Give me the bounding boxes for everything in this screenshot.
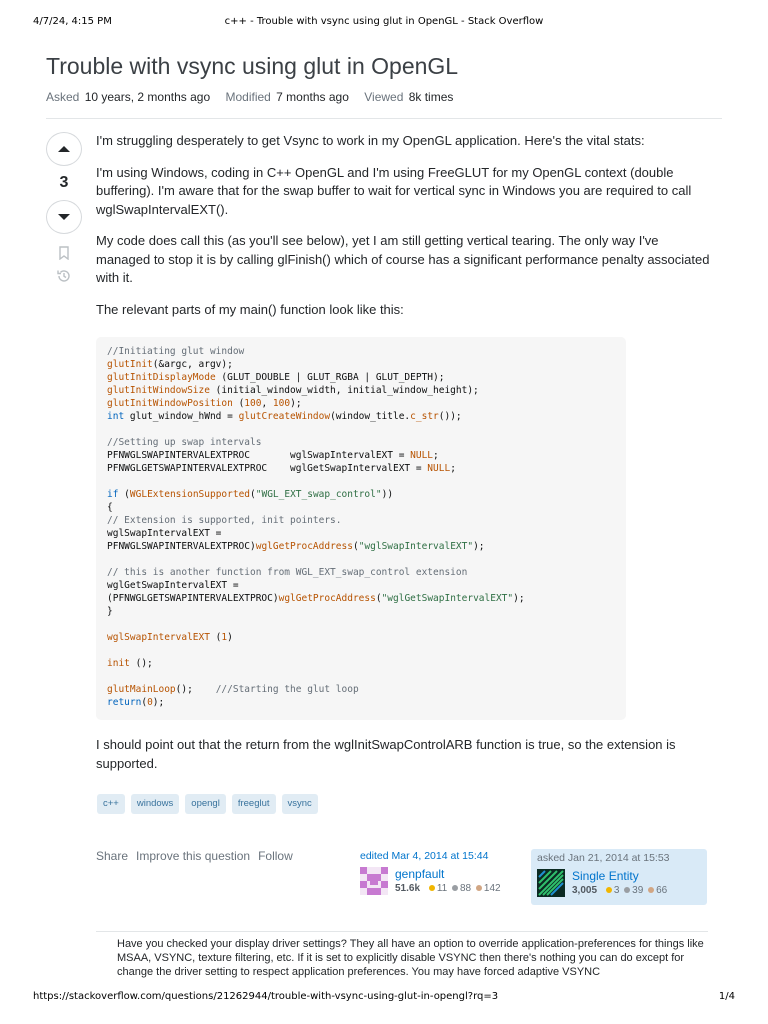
code-token: (: [250, 489, 256, 500]
tag-list: [97, 794, 318, 814]
gold-count: 11: [436, 883, 448, 894]
code-line: [107, 475, 615, 488]
avatar[interactable]: [360, 867, 388, 895]
viewed-value: 8k times: [408, 90, 454, 104]
code-line: [107, 358, 615, 371]
code-line: [107, 540, 615, 553]
code-token: "wglSwapIntervalEXT": [358, 541, 474, 552]
question-meta: [46, 90, 465, 104]
editor-name[interactable]: genpfault: [395, 867, 445, 881]
code-token: ): [227, 632, 233, 643]
share-link[interactable]: Share: [96, 849, 129, 863]
owner-card: [531, 849, 707, 905]
code-line: [107, 618, 615, 631]
code-token: (: [141, 697, 148, 708]
bronze-count: 142: [483, 883, 501, 894]
gold-badge-icon: [606, 887, 612, 893]
code-line: [107, 631, 615, 644]
code-line: [107, 657, 615, 670]
code-token: (initial_window_width, initial_window_height);: [209, 385, 479, 396]
edited-timestamp[interactable]: edited Mar 4, 2014 at 15:44: [360, 850, 489, 862]
code-token: );: [290, 398, 302, 409]
code-token: // this is another function from WGL_EXT_swap_control extension: [107, 567, 468, 578]
bronze-badge-icon: [476, 885, 482, 891]
code-token: glutInitDisplayMode: [107, 372, 216, 383]
asked-timestamp: asked Jan 21, 2014 at 15:53: [537, 852, 670, 864]
modified-value[interactable]: 7 months ago: [276, 90, 349, 104]
user-stats: [395, 883, 501, 894]
improve-question-link[interactable]: Improve this question: [136, 849, 251, 863]
code-line: [107, 592, 615, 605]
bronze-badge-icon: [648, 887, 654, 893]
code-token: return: [107, 697, 142, 708]
code-token: (: [118, 489, 130, 500]
print-date: 4/7/24, 4:15 PM: [33, 16, 112, 27]
code-token: glutInit: [107, 359, 153, 370]
tag-freeglut[interactable]: freeglut: [232, 794, 276, 814]
print-footer: [33, 991, 735, 1005]
code-line: [107, 397, 615, 410]
code-token: 100: [272, 398, 291, 409]
code-token: // Extension is supported, init pointers.: [107, 515, 342, 526]
code-token: (window_title.: [330, 411, 411, 422]
silver-badge-icon: [452, 885, 458, 891]
arrow-up-icon: [57, 145, 71, 153]
code-token: wglGetSwapIntervalEXT =: [107, 580, 239, 591]
editor-card: [360, 850, 520, 895]
code-line: [107, 449, 615, 462]
code-line: [107, 683, 615, 696]
code-line: [107, 696, 615, 709]
code-line: [107, 670, 615, 683]
code-line: [107, 436, 615, 449]
code-line: [107, 501, 615, 514]
code-token: ());: [438, 411, 462, 422]
code-token: "wglGetSwapIntervalEXT": [381, 593, 514, 604]
code-token: ;: [433, 450, 439, 461]
code-token: (: [232, 398, 245, 409]
code-line: [107, 371, 615, 384]
code-line: [107, 345, 615, 358]
code-token: NULL: [427, 463, 451, 474]
code-line: [107, 605, 615, 618]
follow-link[interactable]: Follow: [258, 849, 293, 863]
code-line: [107, 579, 615, 592]
code-token: WGLExtensionSupported: [129, 489, 251, 500]
code-token: c_str: [410, 411, 439, 422]
code-block: [96, 337, 626, 720]
body-paragraph: I'm struggling desperately to get Vsync to work in my OpenGL application. Here's the vital stats:: [96, 133, 645, 148]
code-token: wglSwapIntervalEXT: [107, 632, 210, 643]
code-token: glutInitWindowSize: [107, 385, 210, 396]
code-token: glutMainLoop: [107, 684, 176, 695]
viewed-label: Viewed: [364, 90, 404, 104]
code-token: (PFNWGLGETSWAPINTERVALEXTPROC): [107, 593, 279, 604]
code-line: [107, 488, 615, 501]
body-paragraph: My code does call this (as you'll see below), yet I am still getting vertical tearing. The only way I've managed to stop it is by calling glFinish() which of course has a significant performance penalty associated with it.: [96, 233, 710, 285]
question-body: [96, 132, 710, 332]
code-token: 100: [244, 398, 262, 409]
modified-label: Modified: [225, 90, 271, 104]
history-icon[interactable]: [56, 268, 72, 284]
code-token: 0: [147, 697, 153, 708]
code-line: [107, 553, 615, 566]
code-token: (: [352, 541, 359, 552]
code-token: wglGetProcAddress: [278, 593, 376, 604]
gold-count: 3: [613, 885, 620, 896]
code-token: )): [381, 489, 394, 500]
page-number: 1/4: [718, 991, 735, 1002]
tag-c[interactable]: c++: [97, 794, 125, 814]
gold-badge-icon: [429, 885, 435, 891]
code-token: PFNWGLGETSWAPINTERVALEXTPROC wglGetSwapIntervalEXT =: [107, 463, 428, 474]
code-token: (: [209, 632, 222, 643]
code-token: ///Starting the glut loop: [215, 684, 359, 695]
code-token: );: [513, 593, 525, 604]
code-token: ();: [175, 684, 216, 695]
code-token: PFNWGLSWAPINTERVALEXTPROC wglSwapIntervalEXT =: [107, 450, 411, 461]
vote-column: [46, 132, 82, 284]
code-token: NULL: [410, 450, 434, 461]
reputation: 3,005: [572, 885, 598, 896]
bronze-count: 66: [656, 885, 668, 896]
tag-opengl[interactable]: opengl: [185, 794, 226, 814]
code-token: "WGL_EXT_swap_control": [255, 489, 382, 500]
code-token: (GLUT_DOUBLE | GLUT_RGBA | GLUT_DEPTH);: [215, 372, 445, 383]
code-line: [107, 566, 615, 579]
comment-text: Have you checked your display driver settings? They all have an option to override application-preferences for things like MSAA, VSYNC, texture filtering, etc. If it is set to explicitly disable VSYNC then there's nothing you can do except for change the driver setting to respect application preferences. You may have forced adaptive VSYNC: [117, 938, 704, 978]
code-token: //Setting up swap intervals: [107, 437, 262, 448]
comment-divider: [96, 931, 708, 932]
code-token: if: [107, 489, 119, 500]
vote-count: 3: [59, 174, 69, 191]
post-menu: [96, 849, 293, 863]
tag-windows[interactable]: windows: [131, 794, 179, 814]
body-paragraph: I'm using Windows, coding in C++ OpenGL and I'm using FreeGLUT for my OpenGL context (double buffering). I'm aware that for the swap buffer to wait for vertical sync in Windows you are required to call wglSwapIntervalEXT().: [96, 164, 692, 217]
code-token: glutCreateWindow: [238, 411, 331, 422]
code-token: ;: [450, 463, 456, 474]
code-line: [107, 423, 615, 436]
code-line: [107, 527, 615, 540]
reputation: 51.6k: [395, 883, 421, 894]
code-line: [107, 514, 615, 527]
title-divider: [46, 118, 722, 119]
code-token: wglSwapIntervalEXT =: [107, 528, 222, 539]
code-token: (&argc, argv);: [152, 359, 233, 370]
code-token: }: [107, 606, 113, 617]
code-token: PFNWGLSWAPINTERVALEXTPROC): [107, 541, 256, 552]
code-token: glut_window_hWnd =: [124, 411, 239, 422]
arrow-down-icon: [57, 213, 71, 221]
upvote-button[interactable]: [46, 132, 82, 166]
silver-count: 39: [632, 885, 644, 896]
question-title[interactable]: Trouble with vsync using glut in OpenGL: [46, 53, 459, 79]
code-token: );: [473, 541, 485, 552]
code-token: wglGetProcAddress: [255, 541, 353, 552]
tag-vsync[interactable]: vsync: [282, 794, 318, 814]
print-page-title: c++ - Trouble with vsync using glut in OpenGL - Stack Overflow: [224, 16, 544, 27]
code-token: ();: [129, 658, 153, 669]
owner-name[interactable]: Single Entity: [572, 869, 639, 883]
code-token: {: [107, 502, 113, 513]
code-token: int: [107, 411, 125, 422]
code-token: glutInitWindowPosition: [107, 398, 233, 409]
code-line: [107, 384, 615, 397]
code-token: //Initiating glut window: [107, 346, 245, 357]
code-token: init: [107, 658, 130, 669]
asked-value: 10 years, 2 months ago: [84, 90, 211, 104]
print-url: https://stackoverflow.com/questions/21262944/trouble-with-vsync-using-glut-in-opengl?rq=3: [33, 991, 499, 1002]
asked-label: Asked: [46, 90, 80, 104]
print-header: [33, 16, 735, 30]
code-token: (: [375, 593, 382, 604]
code-line: [107, 462, 615, 475]
bookmark-icon[interactable]: [58, 246, 70, 260]
silver-badge-icon: [624, 887, 630, 893]
code-line: [107, 410, 615, 423]
body-paragraph: I should point out that the return from the wglInitSwapControlARB function is true, so the extension is supported.: [96, 737, 676, 771]
code-line: [107, 644, 615, 657]
code-token: ,: [261, 398, 273, 409]
user-stats: [572, 885, 667, 896]
downvote-button[interactable]: [46, 200, 82, 234]
code-token: 1: [221, 632, 228, 643]
body-paragraph: The relevant parts of my main() function look like this:: [96, 301, 404, 317]
code-token: );: [152, 697, 165, 708]
avatar[interactable]: [537, 869, 565, 897]
silver-count: 88: [459, 883, 472, 894]
